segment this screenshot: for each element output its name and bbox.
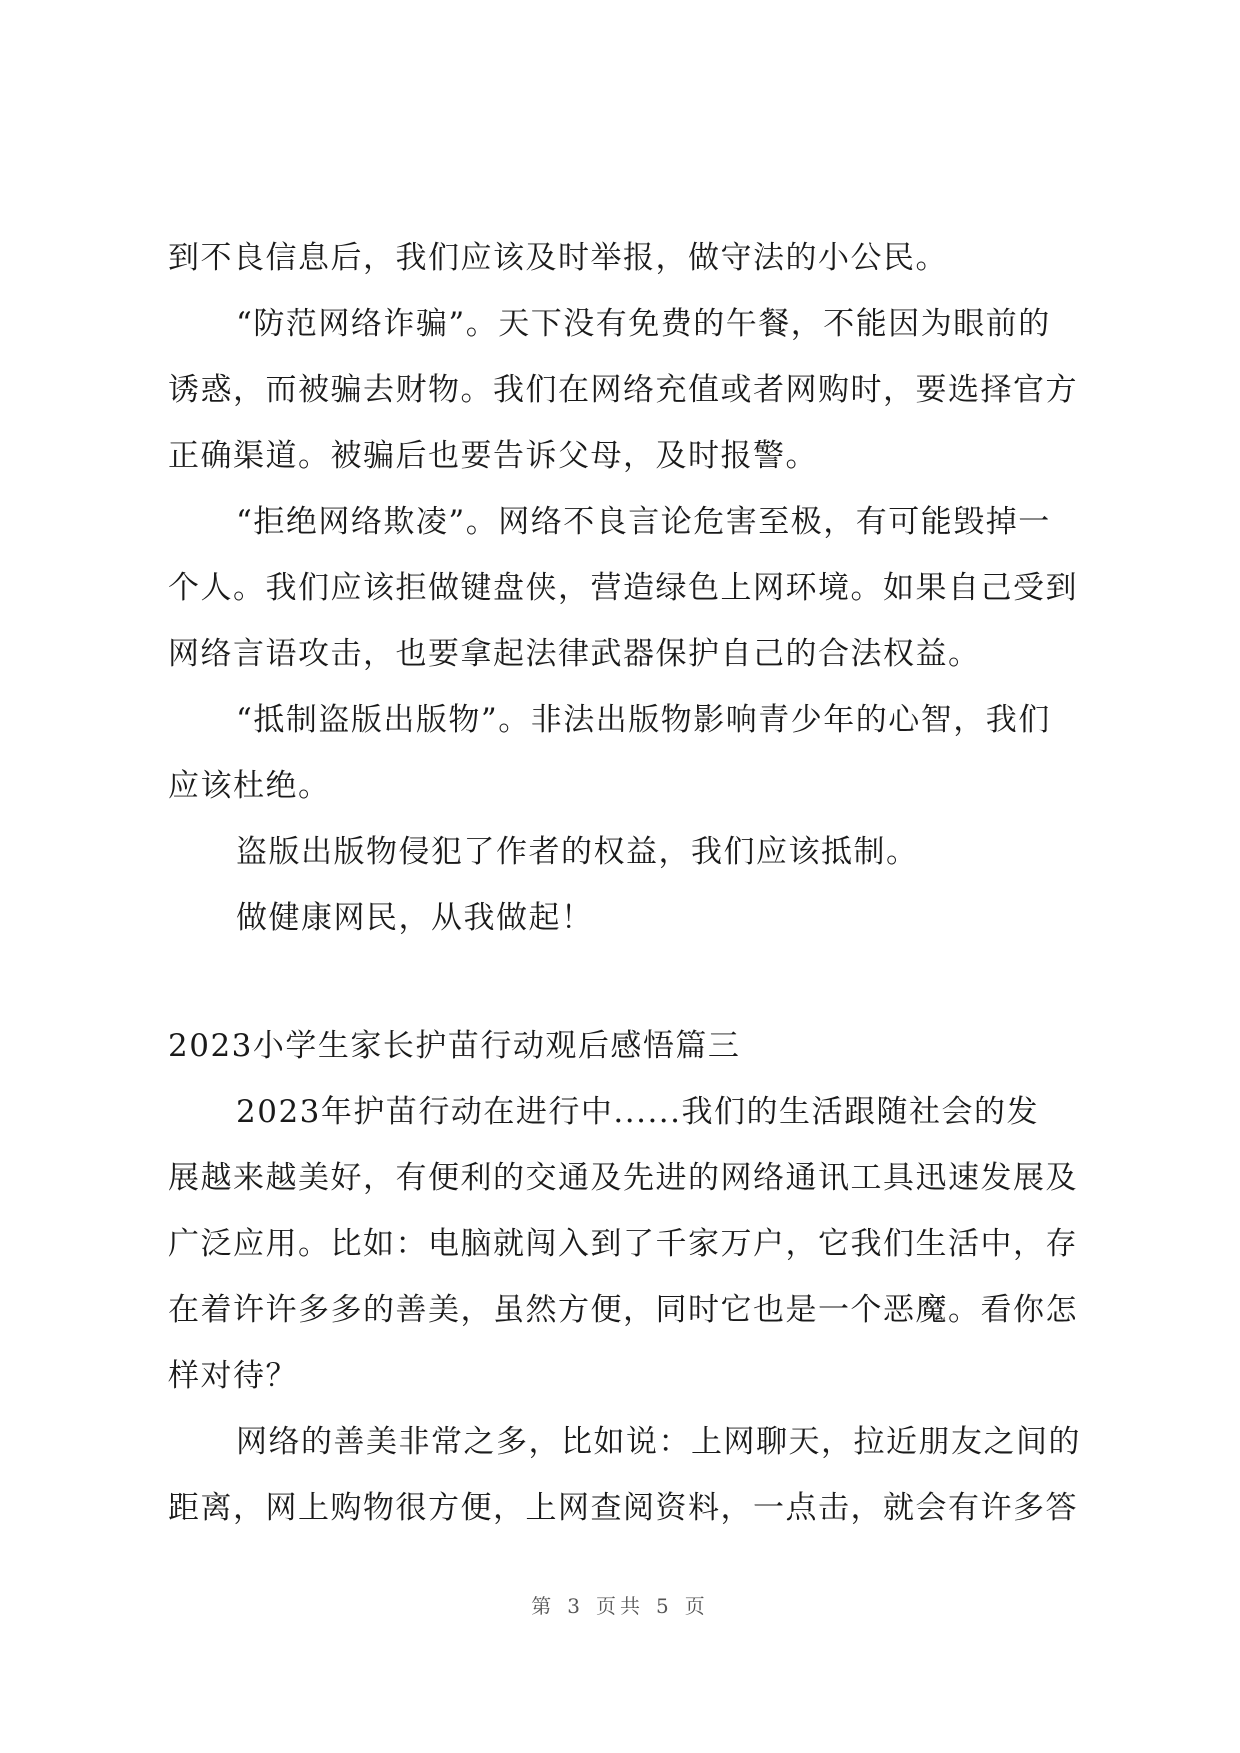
text-line: 做健康网民，从我做起！ — [236, 900, 594, 936]
text-line: 展越来越美好，有便利的交通及先进的网络通讯工具迅速发展及 — [168, 1160, 1078, 1196]
text-line: 到不良信息后，我们应该及时举报，做守法的小公民。 — [168, 240, 948, 276]
footer-suffix: 页 — [684, 1594, 709, 1618]
paragraphs-after-heading — [168, 1079, 1098, 1541]
text-line: 盗版出版物侵犯了作者的权益，我们应该抵制。 — [236, 834, 919, 870]
text-line: 2023年护苗行动在进行中......我们的生活跟随社会的发 — [236, 1094, 1040, 1130]
section-gap — [168, 951, 1098, 1013]
text-line: 网络的善美非常之多，比如说：上网聊天，拉近朋友之间的 — [236, 1424, 1081, 1460]
text-line: 在着许许多多的善美，虽然方便，同时它也是一个恶魔。看你怎 — [168, 1292, 1078, 1328]
text-line: 广泛应用。比如：电脑就闯入到了千家万户，它我们生活中，存 — [168, 1226, 1078, 1262]
paragraphs-before-heading — [168, 225, 1098, 951]
text-line: 正确渠道。被骗后也要告诉父母，及时报警。 — [168, 438, 818, 474]
footer-current-page: 3 — [567, 1594, 584, 1618]
text-line: 个人。我们应该拒做键盘侠，营造绿色上网环境。如果自己受到 — [168, 570, 1078, 606]
text-line: 网络言语攻击，也要拿起法律武器保护自己的合法权益。 — [168, 636, 981, 672]
text-line: 应该杜绝。 — [168, 768, 331, 804]
text-line: 距离，网上购物很方便，上网查阅资料，一点击，就会有许多答 — [168, 1490, 1078, 1526]
footer-prefix: 第 — [531, 1594, 556, 1618]
text-line: “拒绝网络欺凌”。网络不良言论危害至极，有可能毁掉一 — [236, 504, 1051, 540]
text-line: “抵制盗版出版物”。非法出版物影响青少年的心智，我们 — [236, 702, 1051, 738]
page-footer — [0, 1590, 1240, 1619]
footer-middle: 页共 — [596, 1594, 644, 1618]
footer-total-pages: 5 — [656, 1594, 673, 1618]
text-line: 样对待？ — [168, 1358, 298, 1394]
document-body — [168, 225, 1098, 1541]
text-line: “防范网络诈骗”。天下没有免费的午餐，不能因为眼前的 — [236, 306, 1051, 342]
section-title: 2023小学生家长护苗行动观后感悟篇三 — [168, 1028, 741, 1064]
text-line: 诱惑，而被骗去财物。我们在网络充值或者网购时，要选择官方 — [168, 372, 1078, 408]
